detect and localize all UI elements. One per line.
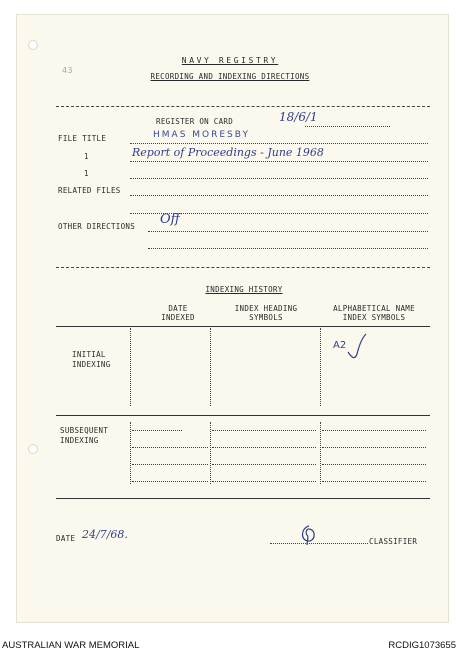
initial-alpha-value: A2: [333, 340, 347, 351]
other-directions-line: [148, 231, 428, 232]
footer-reference: RCDIG1073655: [388, 640, 456, 651]
related-files-line: [130, 195, 428, 196]
subsequent-indexing-label: SUBSEQUENT INDEXING: [60, 426, 109, 445]
related-files-label: RELATED FILES: [58, 186, 121, 195]
subsequent-line: [212, 464, 316, 465]
subsequent-line: [322, 447, 426, 448]
col-index-heading-symbols: INDEX HEADING SYMBOLS: [234, 304, 298, 322]
subsequent-line: [132, 430, 182, 431]
punch-hole: [28, 40, 38, 50]
column-divider: [130, 328, 131, 406]
register-label: REGISTER ON CARD: [156, 117, 234, 126]
pencil-note: 43: [62, 66, 73, 75]
initials-signature-icon: [298, 524, 320, 546]
subsequent-line: [322, 430, 426, 431]
table-header-rule: [56, 326, 430, 327]
divider: [56, 106, 430, 107]
section-rule: [56, 498, 430, 499]
other-directions-label: OTHER DIRECTIONS: [58, 222, 136, 231]
column-divider: [210, 328, 211, 406]
form-subtitle: RECORDING AND INDEXING DIRECTIONS: [150, 72, 310, 81]
initial-indexing-label: INITIAL INDEXING: [72, 350, 111, 369]
footer-source: AUSTRALIAN WAR MEMORIAL: [2, 640, 140, 651]
other-directions-value: Off: [160, 212, 180, 227]
check-mark-icon: [346, 332, 368, 362]
file-title-label: FILE TITLE: [58, 134, 107, 143]
file-title-line2-value: Report of Proceedings - June 1968: [132, 146, 324, 159]
other-directions-line: [148, 248, 428, 249]
date-label: DATE: [56, 534, 76, 543]
subsequent-line: [212, 430, 316, 431]
column-divider: [130, 422, 131, 484]
file-title-value: HMAS MORESBY: [153, 130, 250, 140]
file-title-line3-prefix: 1: [84, 169, 89, 178]
file-title-line2: [130, 161, 428, 162]
form-title: NAVY REGISTRY: [181, 56, 279, 65]
subsequent-line: [132, 464, 208, 465]
subsequent-line: [322, 464, 426, 465]
column-divider: [320, 422, 321, 484]
subsequent-line: [132, 447, 208, 448]
divider: [56, 267, 430, 268]
indexing-history-heading: INDEXING HISTORY: [205, 285, 283, 294]
classifier-label: CLASSIFIER: [369, 537, 418, 546]
date-value: 24/7/68.: [82, 528, 128, 541]
col-date-indexed: DATE INDEXED: [161, 304, 195, 322]
file-title-line: [130, 143, 428, 144]
register-line: [305, 126, 390, 127]
subsequent-line: [322, 481, 426, 482]
subsequent-line: [212, 447, 316, 448]
file-title-line2-prefix: 1: [84, 152, 89, 161]
subsequent-line: [132, 481, 208, 482]
subsequent-line: [212, 481, 316, 482]
punch-hole: [28, 444, 38, 454]
file-title-line3: [130, 178, 428, 179]
col-alphabetical-name-symbols: ALPHABETICAL NAME INDEX SYMBOLS: [333, 304, 415, 322]
section-rule: [56, 415, 430, 416]
column-divider: [320, 328, 321, 406]
register-value: 18/6/1: [279, 110, 318, 124]
column-divider: [210, 422, 211, 484]
